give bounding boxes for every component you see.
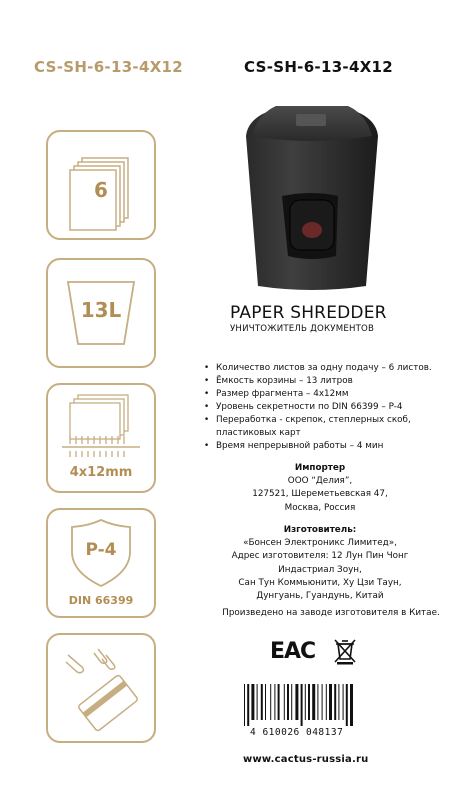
barcode-bar bbox=[261, 684, 263, 720]
barcode-bar bbox=[322, 684, 323, 720]
product-title: PAPER SHREDDER bbox=[230, 303, 387, 323]
spec-item: • Размер фрагмента – 4x12мм bbox=[204, 388, 464, 401]
model-number-left: CS-SH-6-13-4X12 bbox=[34, 58, 184, 76]
barcode-bar bbox=[350, 684, 353, 726]
barcode-bar bbox=[270, 684, 271, 720]
barcode-bar bbox=[295, 684, 298, 720]
barcode-bar bbox=[343, 684, 344, 720]
barcode-bar bbox=[278, 684, 280, 720]
manufacturer-line: «Бонсен Электроникс Лимитед», bbox=[243, 538, 397, 549]
barcode-bar bbox=[287, 684, 289, 720]
barcode-bar bbox=[284, 684, 285, 720]
eac-mark: EAC bbox=[270, 638, 316, 664]
cut-size-label: 4x12mm bbox=[69, 465, 133, 480]
barcode-bar bbox=[338, 684, 339, 720]
spec-item: • Переработка - скрепок, степлерных скоб, пластиковых карт bbox=[204, 414, 464, 440]
manufacturer-line: Адрес изготовителя: 12 Лун Пин Чонг bbox=[231, 551, 409, 562]
barcode-bar bbox=[308, 684, 310, 720]
crossed-bin-icon bbox=[332, 637, 358, 665]
importer-line: 127521, Шереметьевская 47, bbox=[252, 489, 388, 500]
spec-item: • Время непрерывной работы – 4 мин bbox=[204, 440, 464, 453]
barcode-bar bbox=[274, 684, 275, 720]
barcode-bar bbox=[317, 684, 318, 720]
clips-and-card-icon bbox=[48, 635, 154, 741]
model-number-right: CS-SH-6-13-4X12 bbox=[244, 58, 394, 76]
barcode bbox=[240, 684, 380, 726]
barcode-bar bbox=[326, 684, 327, 720]
importer-header: Импортер bbox=[294, 463, 346, 473]
barcode-bar bbox=[301, 684, 303, 726]
certification-marks bbox=[270, 637, 358, 665]
din-standard-label: DIN 66399 bbox=[68, 594, 134, 607]
barcode-bar bbox=[334, 684, 336, 720]
importer-block bbox=[190, 462, 450, 515]
importer-line: Москва, Россия bbox=[284, 502, 356, 513]
tile-cut-size bbox=[46, 383, 156, 493]
product-subtitle: УНИЧТОЖИТЕЛЬ ДОКУМЕНТОВ bbox=[230, 324, 375, 334]
manufacturer-header: Изготовитель: bbox=[283, 525, 357, 535]
barcode-bar bbox=[329, 684, 332, 720]
made-in-note: Произведено на заводе изготовителя в Китае. bbox=[222, 608, 440, 618]
spec-item: • Количество листов за одну подачу – 6 листов. bbox=[204, 362, 464, 375]
spec-item: • Уровень секретности по DIN 66399 – P-4 bbox=[204, 401, 464, 414]
barcode-bar bbox=[257, 684, 258, 720]
barcode-number: 4 610026 048137 bbox=[250, 727, 344, 738]
barcode-bar bbox=[312, 684, 315, 720]
importer-line: ООО “Делия”, bbox=[287, 476, 353, 487]
barcode-bar bbox=[346, 684, 348, 726]
security-level-badge: P-4 bbox=[85, 540, 117, 560]
manufacturer-line: Сан Тун Коммьюнити, Ху Цзи Таун, bbox=[238, 577, 402, 588]
manufacturer-block bbox=[190, 524, 450, 603]
barcode-bar bbox=[244, 684, 245, 726]
bin-capacity-label: 13L bbox=[80, 298, 122, 322]
tile-extras bbox=[46, 633, 156, 743]
shredder-product-image bbox=[242, 96, 382, 296]
spec-list bbox=[204, 362, 464, 453]
sheet-count-label: 6 bbox=[94, 178, 108, 202]
tile-sheet-capacity bbox=[46, 130, 156, 240]
barcode-bar bbox=[305, 684, 306, 720]
spec-item: • Ёмкость корзины – 13 литров bbox=[204, 375, 464, 388]
barcode-bar bbox=[265, 684, 266, 720]
manufacturer-line: Дунгуань, Гуандунь, Китай bbox=[256, 591, 384, 602]
tile-bin-capacity bbox=[46, 258, 156, 368]
barcode-bar bbox=[291, 684, 292, 720]
barcode-bar bbox=[251, 684, 254, 720]
tile-security-level bbox=[46, 508, 156, 618]
manufacturer-line: Индастриал Зоун, bbox=[278, 564, 362, 575]
website-url: www.cactus-russia.ru bbox=[243, 754, 369, 765]
barcode-bar bbox=[247, 684, 249, 726]
